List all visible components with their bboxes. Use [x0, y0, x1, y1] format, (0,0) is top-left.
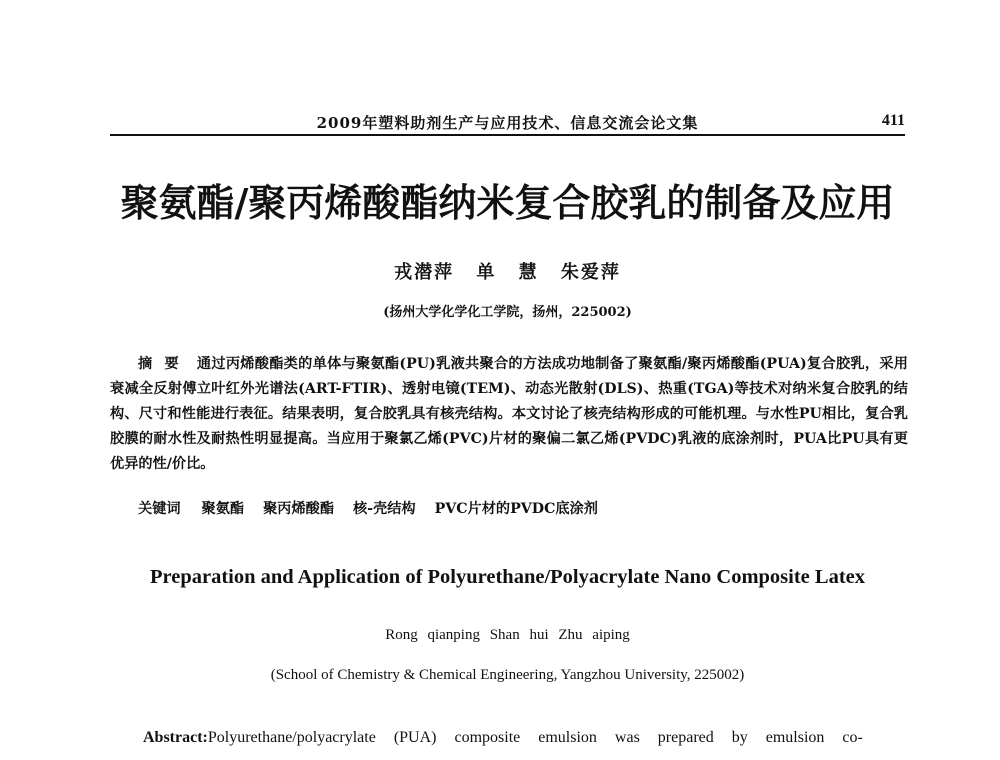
- keyword: 聚氨酯: [201, 501, 245, 517]
- chinese-authors: 戎潜萍 单 慧 朱爱萍: [394, 262, 621, 283]
- keyword: 聚丙烯酸酯: [263, 501, 335, 517]
- running-header: [110, 108, 905, 136]
- english-abstract: [110, 723, 908, 753]
- chinese-keywords-label: 关键词: [138, 501, 181, 517]
- english-title: Preparation and Application of Polyurethane/Polyacrylate Nano Composite Latex: [149, 566, 865, 588]
- chinese-title: 聚氨酯/聚丙烯酸酯纳米复合胶乳的制备及应用: [120, 180, 895, 225]
- chinese-affiliation: (扬州大学化学化工学院，扬州，225002): [383, 305, 632, 320]
- english-affiliation: (School of Chemistry & Chemical Engineering, Yangzhou University, 225002): [270, 667, 745, 683]
- english-authors: Rong qianping Shan hui Zhu aiping: [385, 627, 630, 643]
- keyword: 核-壳结构: [352, 501, 416, 517]
- chinese-keywords: [138, 497, 908, 522]
- english-abstract-text: Polyurethane/polyacrylate (PUA) composite emulsion was prepared by emulsion co-: [207, 729, 863, 746]
- english-abstract-label: Abstract:: [143, 729, 208, 746]
- chinese-abstract: [110, 352, 908, 477]
- chinese-abstract-label: 摘要: [138, 356, 191, 372]
- journal-title: 2009年塑料助剂生产与应用技术、信息交流会论文集: [316, 114, 699, 132]
- chinese-abstract-text: 通过丙烯酸酯类的单体与聚氨酯(PU)乳液共聚合的方法成功地制备了聚氨酯/聚丙烯酸酯(PUA)复合胶乳，采用衰减全反射傅立叶红外光谱法(ART-FTIR)、透射电镜(TEM)、动态光散射(DLS)、热重(TGA)等技术对纳米复合胶乳的结构、尺寸和性能进行表征。结果表明，复合胶乳具有核壳结构。本文讨论了核壳结构形成的可能机理。与水性PU相比，复合乳胶膜的耐水性及耐热性明显提高。当应用于聚氯乙烯(PVC)片材的聚偏二氯乙烯(PVDC)乳液的底涂剂时，PUA比PU具有更优异的性/价比。: [110, 356, 908, 472]
- page-number: 411: [881, 112, 905, 129]
- keyword: PVC片材的PVDC底涂剂: [434, 501, 598, 517]
